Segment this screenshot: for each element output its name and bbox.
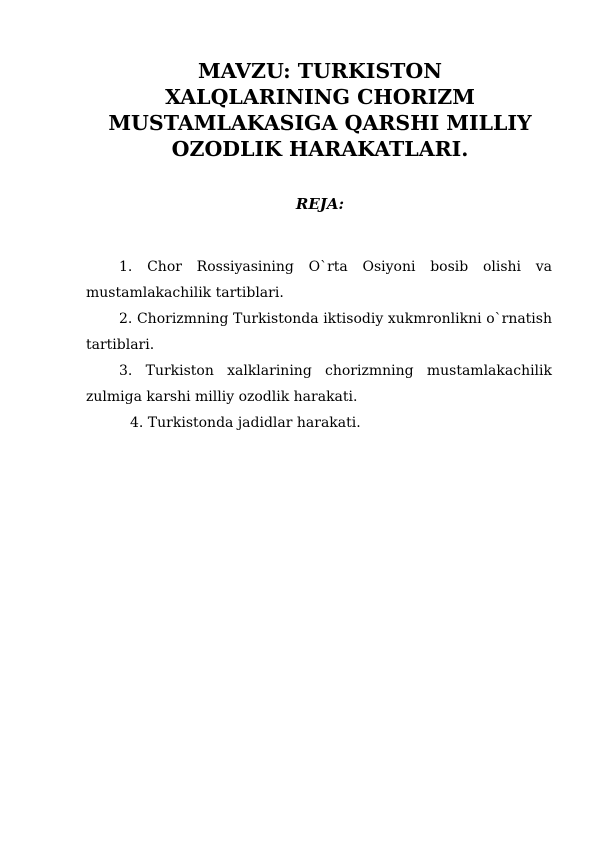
title-line: MUSTAMLAKASIGA QARSHI MILLIY [108,111,532,135]
title-line: MAVZU: TURKISTON [197,59,443,83]
plan-item: 3. Turkiston xalklarining chorizmning mustamlakachilik zulmiga karshi milliy ozodlik harakati. [86,363,552,405]
plan-heading: REJA: [295,195,345,213]
title-line: XALQLARINING CHORIZM [165,85,475,109]
title-line: OZODLIK HARAKATLARI. [171,137,469,161]
document-title [70,58,570,162]
plan-list [86,254,552,436]
plan-item: 1. Chor Rossiyasining O`rta Osiyoni bosib olishi va mustamlakachilik tartiblari. [86,259,552,301]
plan-item: 2. Chorizmning Turkistonda iktisodiy xukmronlikni o`rnatish tartiblari. [86,311,552,353]
plan-item: 4. Turkistonda jadidlar harakati. [130,415,361,431]
